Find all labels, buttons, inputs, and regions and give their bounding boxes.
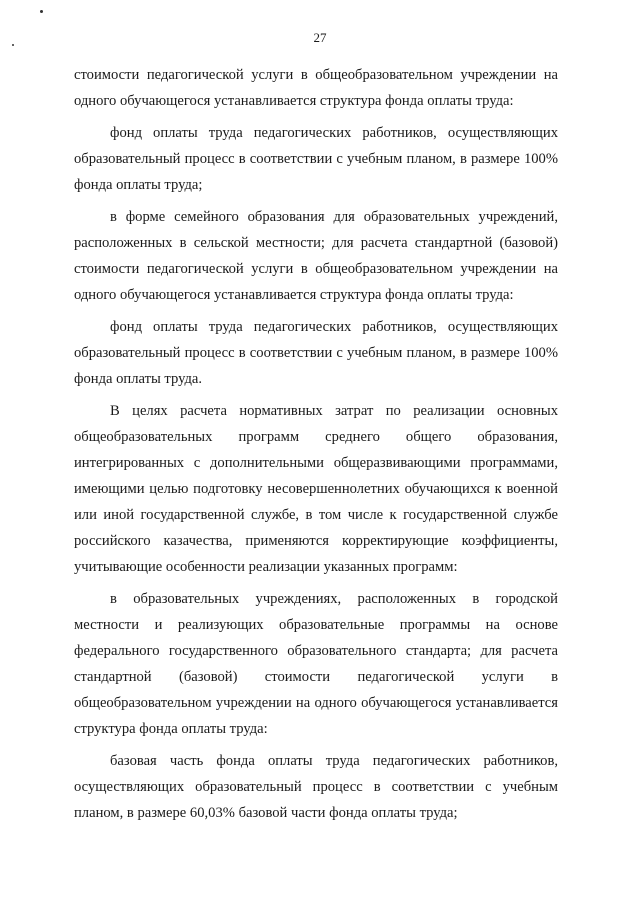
page-number: 27 bbox=[313, 30, 327, 45]
paragraph: В целях расчета нормативных затрат по реализации основных общеобразовательных программ среднего общего образования, интегрированных с дополнительными общеразвивающими программами, имеющими целью подготовку несовершеннолетних обучающихся к военной или иной государственной службе, в том числе к государственной службе российского казачества, применяются корректирующие коэффициенты, учитывающие особенности реализации указанных программ: bbox=[74, 403, 558, 575]
paragraph: в образовательных учреждениях, расположенных в городской местности и реализующих образовательные программы на основе федерального государственного образовательного стандарта; для расчета стандартной (базовой) стоимости педагогической услуги в общеобразовательном учреждении на одного обучающегося устанавливается структура фонда оплаты труда: bbox=[74, 591, 558, 737]
paragraph: базовая часть фонда оплаты труда педагогических работников, осуществляющих образовательный процесс в соответствии с учебным планом, в размере 60,03% базовой части фонда оплаты труда; bbox=[74, 753, 558, 821]
paragraph: в форме семейного образования для образовательных учреждений, расположенных в сельской местности; для расчета стандартной (базовой) стоимости педагогической услуги в общеобразовательном учреждении на одного обучающегося устанавливается структура фонда оплаты труда: bbox=[74, 209, 558, 303]
document-body bbox=[74, 62, 558, 826]
paragraph: фонд оплаты труда педагогических работников, осуществляющих образовательный процесс в соответствии с учебным планом, в размере 100% фонда оплаты труда; bbox=[74, 125, 558, 193]
paragraph: стоимости педагогической услуги в общеобразовательном учреждении на одного обучающегося устанавливается структура фонда оплаты труда: bbox=[74, 67, 558, 109]
paragraph: фонд оплаты труда педагогических работников, осуществляющих образовательный процесс в соответствии с учебным планом, в размере 100% фонда оплаты труда. bbox=[74, 319, 558, 387]
scan-speck bbox=[40, 10, 43, 13]
